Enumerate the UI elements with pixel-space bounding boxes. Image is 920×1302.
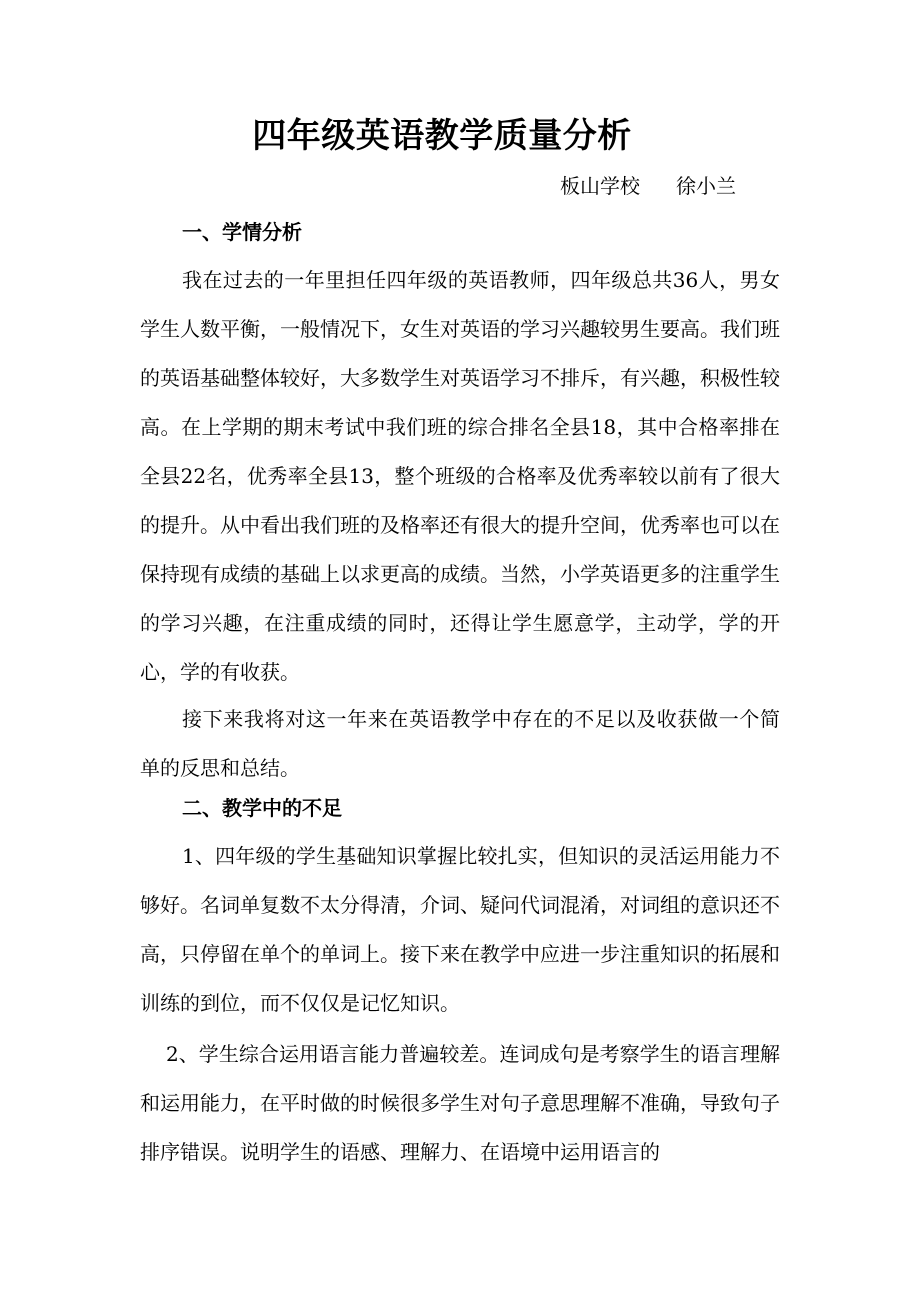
section-heading-teaching-shortcomings: 二、教学中的不足 (182, 796, 342, 820)
document-title: 四年级英语教学质量分析 (252, 116, 632, 156)
paragraph-learning-situation: 我在过去的一年里担任四年级的英语教师，四年级总共36人，男女学生人数平衡，一般情况下，女生对英语的学习兴趣较男生要高。我们班的英语基础整体较好，大多数学生对英语学习不排斥，有兴趣，积极性较高。在上学期的期末考试中我们班的综合排名全县18，其中合格率排在全县22名，优秀率全县13，整个班级的合格率及优秀率较以前有了很大的提升。从中看出我们班的及格率还有很大的提升空间，优秀率也可以在保持现有成绩的基础上以求更高的成绩。当然，小学英语更多的注重学生的学习兴趣，在注重成绩的同时，还得让学生愿意学，主动学，学的开心，学的有收获。 (140, 268, 780, 684)
section-heading-learning-analysis: 一、学情分析 (182, 220, 302, 244)
author-line (560, 170, 780, 202)
paragraph-shortcoming-1: 1、四年级的学生基础知识掌握比较扎实，但知识的灵活运用能力不够好。名词单复数不太分得清，介词、疑问代词混淆，对词组的意识还不高，只停留在单个的单词上。接下来在教学中应进一步注重知识的拓展和训练的到位，而不仅仅是记忆知识。 (140, 844, 780, 1015)
school-name: 板山学校 (560, 174, 640, 198)
paragraph-shortcoming-2: 2、学生综合运用语言能力普遍较差。连词成句是考察学生的语言理解和运用能力，在平时做的时候很多学生对句子意思理解不准确，导致句子排序错误。说明学生的语感、理解力、在语境中运用语言的 (140, 1042, 780, 1164)
author-name: 徐小兰 (676, 174, 736, 198)
paragraph-reflection-intro: 接下来我将对这一年来在英语教学中存在的不足以及收获做一个简单的反思和总结。 (140, 707, 780, 780)
